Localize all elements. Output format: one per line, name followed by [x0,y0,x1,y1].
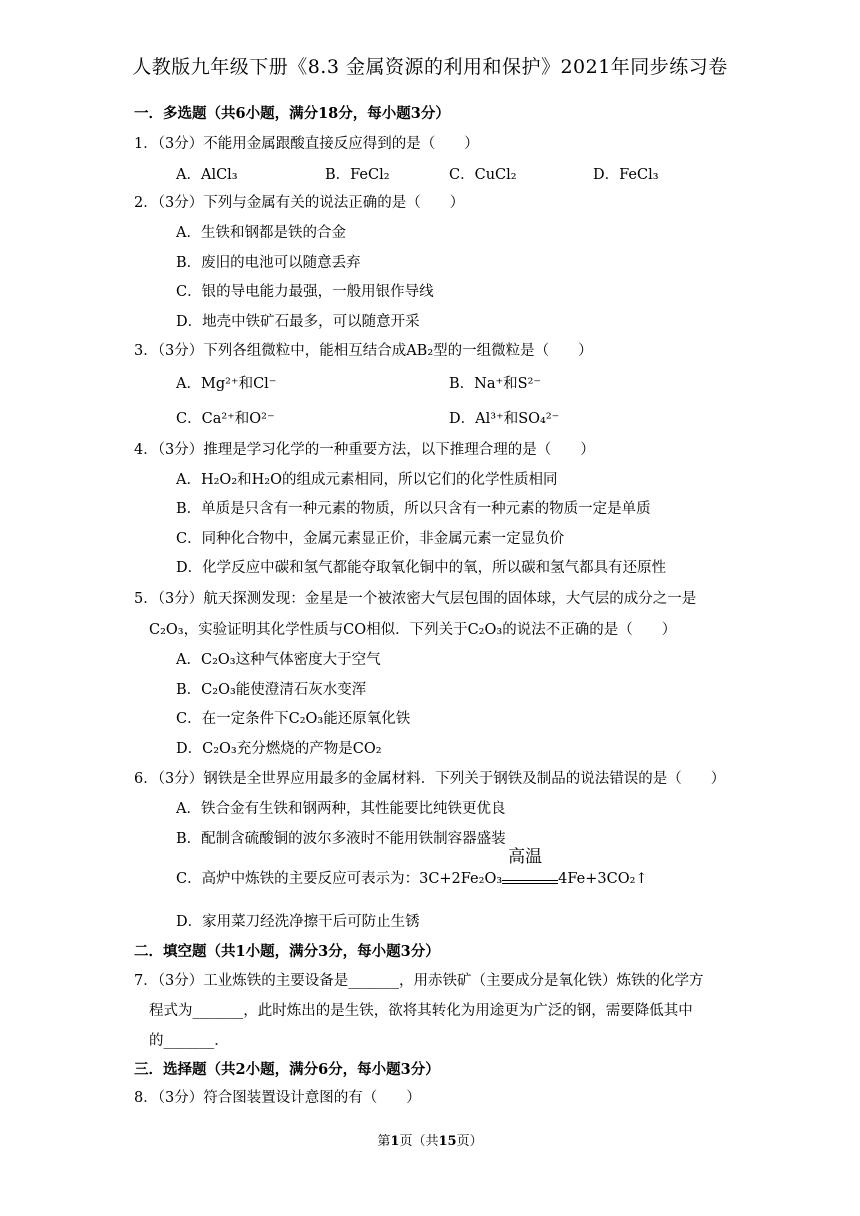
question-5-stem-line2: C₂O₃，实验证明其化学性质与CO相似．下列关于C₂O₃的说法不正确的是（ ） [149,622,677,638]
question-2-stem: 2．（3分）下列与金属有关的说法正确的是（ ） [134,195,465,211]
question-8-stem: 8．（3分）符合图装置设计意图的有（ ） [134,1090,421,1106]
question-4-stem: 4．（3分）推理是学习化学的一种重要方法，以下推理合理的是（ ） [134,442,595,458]
question-2-option-d: D．地壳中铁矿石最多，可以随意开采 [176,314,420,330]
equation-products: 4Fe+3CO₂↑ [558,871,648,887]
equation-reactants: C．高炉中炼铁的主要反应可表示为：3C+2Fe₂O₃ [176,871,503,887]
question-4-option-a: A．H₂O₂和H₂O的组成元素相同，所以它们的化学性质相同 [176,472,558,488]
footer-prefix: 第 [377,1134,391,1149]
question-6-option-d: D．家用菜刀经洗净擦干后可防止生锈 [176,914,420,930]
section-heading-choice: 三．选择题（共2小题，满分6分，每小题3分） [134,1061,440,1078]
question-1-option-a: A．AlCl₃ [176,167,238,183]
footer-suffix: 页） [456,1134,483,1149]
section-heading-multi-choice: 一．多选题（共6小题，满分18分，每小题3分） [134,105,450,122]
question-6-option-c [176,847,648,889]
question-1-option-c: C．CuCl₂ [449,167,517,183]
question-1-option-b: B．FeCl₂ [325,167,390,183]
footer-middle: 页（共 [399,1134,439,1149]
question-5-stem-line1: 5．（3分）航天探测发现：金星是一个被浓密大气层包围的固体球，大气层的成分之一是 [134,591,697,607]
question-2-option-b: B．废旧的电池可以随意丢弃 [176,255,361,271]
reaction-condition-arrow [502,847,558,889]
question-5-option-a: A．C₂O₃这种气体密度大于空气 [176,652,381,668]
question-4-option-b: B．单质是只含有一种元素的物质，所以只含有一种元素的物质一定是单质 [176,501,651,517]
question-5-option-c: C．在一定条件下C₂O₃能还原氧化铁 [176,711,411,727]
question-6-stem: 6．（3分）钢铁是全世界应用最多的金属材料．下列关于钢铁及制品的说法错误的是（ ） [134,771,726,787]
question-3-option-c: C．Ca²⁺和O²⁻ [176,411,275,427]
reaction-condition-label: 高温 [508,847,543,867]
question-7-line3: 的_______． [149,1033,229,1049]
page-footer [0,1130,860,1149]
question-1-option-d: D．FeCl₃ [593,167,659,183]
question-3-stem: 3．（3分）下列各组微粒中，能相互结合成AB₂型的一组微粒是（ ） [134,343,593,359]
question-3-option-b: B．Na⁺和S²⁻ [449,376,542,392]
question-6-option-a: A．铁合金有生铁和钢两种，其性能要比纯铁更优良 [176,801,506,817]
document-title: 人教版九年级下册《8.3 金属资源的利用和保护》2021年同步练习卷 [132,56,728,78]
question-6-option-b: B．配制含硫酸铜的波尔多液时不能用铁制容器盛装 [176,831,506,847]
question-4-option-c: C．同种化合物中，金属元素显正价，非金属元素一定显负价 [176,531,565,547]
question-2-option-a: A．生铁和钢都是铁的合金 [176,225,346,241]
question-4-option-d: D．化学反应中碳和氢气都能夺取氧化铜中的氧，所以碳和氢气都具有还原性 [176,560,667,576]
question-3-option-d: D．Al³⁺和SO₄²⁻ [449,411,560,427]
question-3-option-a: A．Mg²⁺和Cl⁻ [176,376,277,392]
section-heading-fill-blank: 二．填空题（共1小题，满分3分，每小题3分） [134,943,440,960]
question-1-stem: 1．（3分）不能用金属跟酸直接反应得到的是（ ） [134,136,479,152]
question-7-line2: 程式为_______，此时炼出的是生铁，欲将其转化为用途更为广泛的钢，需要降低其中 [149,1003,693,1019]
question-2-option-c: C．银的导电能力最强，一般用银作导线 [176,284,434,300]
question-5-option-d: D．C₂O₃充分燃烧的产物是CO₂ [176,741,382,757]
question-5-option-b: B．C₂O₃能使澄清石灰水变浑 [176,682,367,698]
page-total: 15 [438,1134,457,1149]
question-7-line1: 7．（3分）工业炼铁的主要设备是_______，用赤铁矿（主要成分是氧化铁）炼铁的化学方 [134,973,704,989]
page-number: 1 [390,1134,400,1149]
